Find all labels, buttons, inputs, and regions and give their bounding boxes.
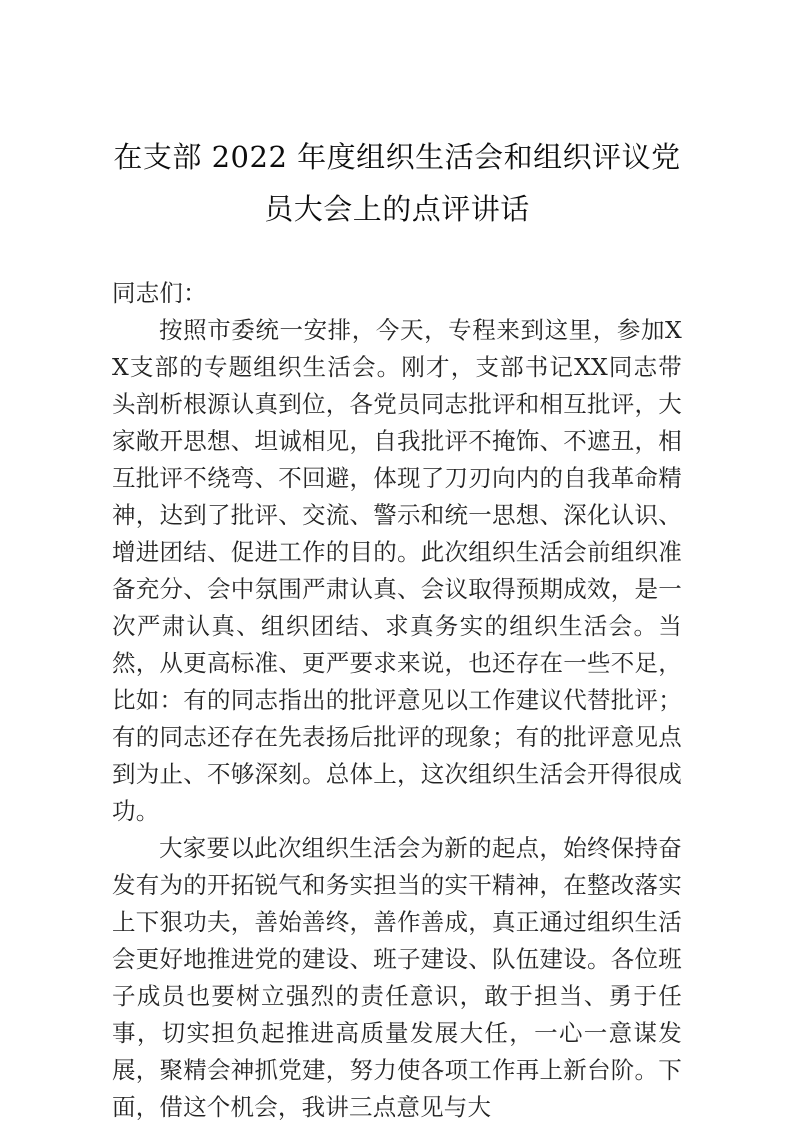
document-body [112,275,682,1126]
page-title [113,131,681,235]
page-title-line-2: 员大会上的点评讲话 [264,192,530,226]
body-paragraph-2: 大家要以此次组织生活会为新的起点，始终保持奋发有为的开拓锐气和务实担当的实干精神，在整改落实上下狠功夫，善始善终，善作善成，真正通过组织生活会更好地推进党的建设、班子建设、队伍建设。各位班子成员也要树立强烈的责任意识，敢于担当、勇于任事，切实担负起推进高质量发展大任，一心一意谋发展，聚精会神抓党建，努力使各项工作再上新台阶。下面，借这个机会，我讲三点意见与大 [112,834,682,1121]
body-paragraph-1: 按照市委统一安排，今天，专程来到这里，参加XX支部的专题组织生活会。刚才，支部书记XX同志带头剖析根源认真到位，各党员同志批评和相互批评，大家敞开思想、坦诚相见，自我批评不掩饰、不遮丑，相互批评不绕弯、不回避，体现了刀刃向内的自我革命精神，达到了批评、交流、警示和统一思想、深化认识、增进团结、促进工作的目的。此次组织生活会前组织准备充分、会中氛围严肃认真、会议取得预期成效，是一次严肃认真、组织团结、求真务实的组织生活会。当然，从更高标准、更严要求来说，也还存在一些不足，比如：有的同志指出的批评意见以工作建议代替批评；有的同志还存在先表扬后批评的现象；有的批评意见点到为止、不够深刻。总体上，这次组织生活会开得很成功。 [112,316,682,825]
page-title-line-1: 在支部 2022 年度组织生活会和组织评议党 [113,140,681,174]
salutation-line: 同志们： [112,279,207,307]
